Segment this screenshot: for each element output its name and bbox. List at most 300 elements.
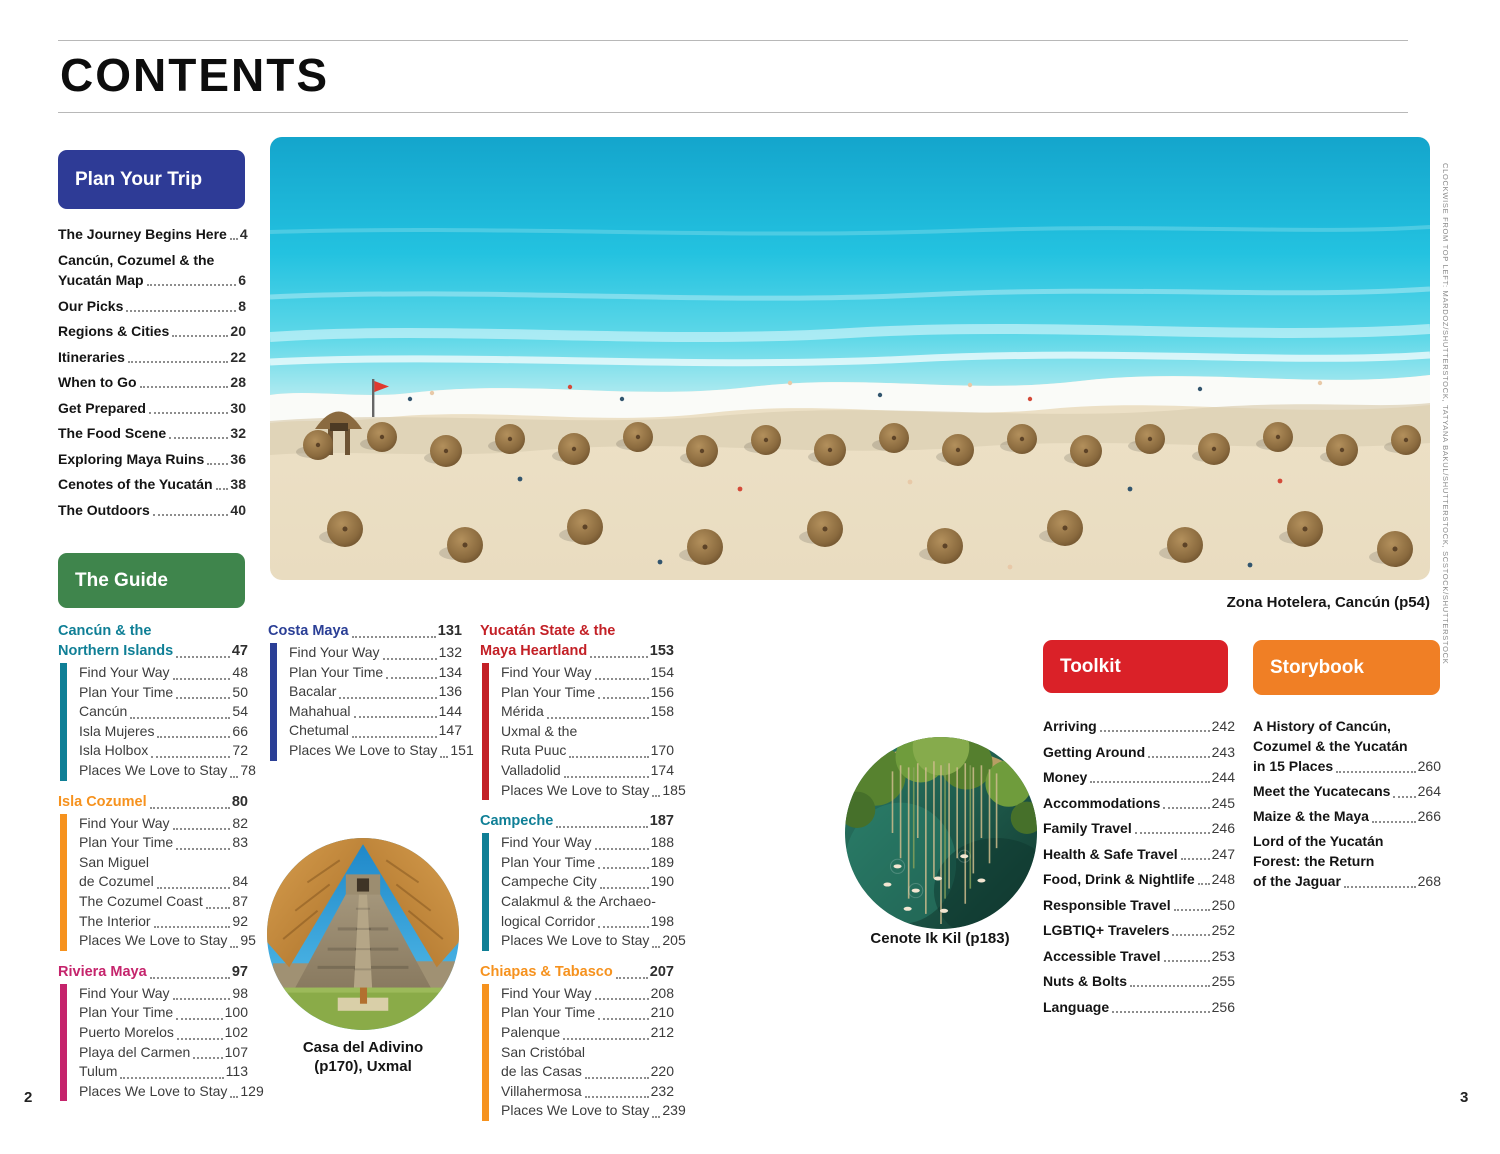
toc-label: Plan Your Time xyxy=(79,1004,174,1021)
dot-leader xyxy=(216,488,229,490)
toc-page-number: 268 xyxy=(1417,873,1441,889)
toc-label: Isla Holbox xyxy=(79,742,149,759)
plan-your-trip-badge-label: Plan Your Trip xyxy=(75,168,203,190)
toc-page-number: 156 xyxy=(650,683,674,700)
toc-row xyxy=(501,1043,674,1063)
toc-page-number: 134 xyxy=(438,663,462,680)
guide-section-riviera xyxy=(58,962,264,1102)
toc-label: Mahahual xyxy=(289,702,351,719)
section-items-cancun xyxy=(60,663,256,781)
toc-label: Cozumel & the Yucatán xyxy=(1253,738,1408,754)
toc-page-number: 187 xyxy=(649,813,674,830)
toc-row xyxy=(501,892,674,912)
toc-page-number: 28 xyxy=(230,374,246,390)
toc-row xyxy=(501,722,674,742)
toc-label: Chetumal xyxy=(289,722,349,739)
toc-row xyxy=(58,374,246,391)
dot-leader xyxy=(1100,730,1210,732)
toc-label: Costa Maya xyxy=(268,623,349,639)
toc-label: Puerto Morelos xyxy=(79,1023,174,1040)
toc-label: Arriving xyxy=(1043,718,1097,734)
the-guide-badge xyxy=(58,553,245,608)
toc-page-number: 252 xyxy=(1211,922,1235,938)
storybook-list xyxy=(1253,716,1441,896)
toc-page-number: 40 xyxy=(230,501,246,518)
dot-leader xyxy=(151,756,230,758)
dot-leader xyxy=(386,677,436,679)
toc-page-number: 185 xyxy=(662,781,686,798)
toc-label: Lord of the Yucatán xyxy=(1253,833,1384,849)
dot-leader xyxy=(563,1038,648,1040)
toc-label: Plan Your Time xyxy=(501,853,596,870)
toc-label: de Cozumel xyxy=(79,873,154,890)
toc-row xyxy=(79,702,248,722)
toc-row xyxy=(1043,845,1235,863)
toc-label: Isla Mujeres xyxy=(79,722,155,739)
toc-label: San Miguel xyxy=(79,853,150,870)
toc-page-number: 83 xyxy=(232,834,248,851)
toc-page-number: 220 xyxy=(650,1063,674,1080)
dot-leader xyxy=(547,717,649,719)
photo-credit: CLOCKWISE FROM TOP LEFT: MARDOZ/SHUTTERSTOCK, TATYANA BAKUL/SHUTTERSTOCK, SCSTOCK/SHUTTERSTOCK xyxy=(1441,163,1450,665)
toc-row xyxy=(1043,896,1235,914)
section-title-yucatan xyxy=(480,621,674,661)
toc-row xyxy=(289,643,462,663)
toc-page-number: 208 xyxy=(650,984,674,1001)
toc-row xyxy=(289,682,462,702)
pyramid-caption xyxy=(258,1038,468,1076)
toc-row xyxy=(58,252,246,269)
toc-label: Bacalar xyxy=(289,683,337,700)
toc-label: Places We Love to Stay xyxy=(79,932,228,949)
toc-label: Money xyxy=(1043,769,1088,785)
toc-label: Plan Your Time xyxy=(289,663,384,680)
toc-label: Places We Love to Stay xyxy=(289,741,438,758)
toc-page-number: 136 xyxy=(438,683,462,700)
toc-page-number: 48 xyxy=(232,664,248,680)
toc-label: Getting Around xyxy=(1043,743,1146,760)
toc-label: Cancún & the xyxy=(58,623,152,639)
toc-label: logical Corridor xyxy=(501,912,596,929)
toc-row xyxy=(501,853,674,873)
toc-label: Northern Islands xyxy=(58,643,174,659)
dot-leader xyxy=(598,1018,648,1020)
toc-page-number: 246 xyxy=(1211,820,1235,836)
dot-leader xyxy=(172,335,228,337)
toc-label: Language xyxy=(1043,998,1110,1015)
toc-label: Our Picks xyxy=(58,297,124,314)
toc-row xyxy=(58,323,246,340)
toc-page-number: 36 xyxy=(230,450,246,467)
toc-row xyxy=(501,1101,686,1121)
toc-page-number: 144 xyxy=(438,702,462,719)
dot-leader xyxy=(569,756,648,758)
toc-row xyxy=(480,811,674,831)
toc-row xyxy=(79,1023,248,1043)
toc-page-number: 98 xyxy=(232,984,248,1001)
toc-label: Uxmal & the xyxy=(501,722,578,739)
section-title-cozumel xyxy=(58,792,248,812)
toc-page-number: 66 xyxy=(232,722,248,739)
toc-row xyxy=(501,1082,674,1102)
dot-leader xyxy=(169,437,228,439)
toc-page-number: 4 xyxy=(239,226,248,242)
toc-row xyxy=(1253,736,1441,756)
dot-leader xyxy=(176,848,230,850)
toc-row xyxy=(501,1062,674,1082)
toc-page-number: 190 xyxy=(650,873,674,890)
section-items-riviera xyxy=(60,984,264,1102)
toc-label: The Outdoors xyxy=(58,501,150,518)
guide-column-1 xyxy=(58,621,264,1112)
toc-label: Plan Your Time xyxy=(501,1004,596,1021)
toc-page-number: 78 xyxy=(240,761,256,778)
toc-row xyxy=(79,892,248,912)
toc-label: LGBTIQ+ Travelers xyxy=(1043,922,1170,938)
toc-page-number: 260 xyxy=(1417,758,1441,774)
dot-leader xyxy=(1164,960,1210,962)
toc-label: The Journey Begins Here xyxy=(58,226,227,242)
toc-row xyxy=(79,1082,264,1102)
toc-row xyxy=(1253,781,1441,801)
dot-leader xyxy=(1130,985,1210,987)
toc-label: Accessible Travel xyxy=(1043,947,1161,964)
toc-row xyxy=(1253,851,1441,871)
dot-leader xyxy=(652,795,660,797)
toc-row xyxy=(79,912,248,932)
toc-label: San Cristóbal xyxy=(501,1043,586,1060)
toc-row xyxy=(501,1023,674,1043)
toc-row xyxy=(79,683,248,703)
toc-label: Places We Love to Stay xyxy=(79,1082,228,1099)
toc-label: Find Your Way xyxy=(501,834,592,851)
toc-label: Riviera Maya xyxy=(58,963,147,980)
toc-label: Regions & Cities xyxy=(58,323,170,339)
toc-row xyxy=(501,761,674,781)
toc-page-number: 188 xyxy=(650,834,674,851)
toc-row xyxy=(79,931,256,951)
section-title-costa-maya xyxy=(268,621,462,641)
toc-row xyxy=(58,792,248,812)
toc-page-number: 242 xyxy=(1211,718,1235,734)
toc-row xyxy=(79,984,248,1004)
toc-row xyxy=(58,400,246,417)
toc-row xyxy=(501,833,674,853)
guide-section-chiapas xyxy=(480,962,686,1121)
toc-page-number: 32 xyxy=(230,425,246,441)
toc-label: Valladolid xyxy=(501,761,561,778)
section-items-cozumel xyxy=(60,814,256,951)
dot-leader xyxy=(173,828,231,830)
toc-label: Find Your Way xyxy=(501,984,592,1001)
toc-page-number: 248 xyxy=(1211,871,1235,887)
dot-leader xyxy=(354,716,437,718)
pyramid-caption-line1: Casa del Adivino xyxy=(302,1039,424,1056)
toc-row xyxy=(58,451,246,468)
toc-row xyxy=(79,1003,248,1023)
toc-row xyxy=(79,814,248,834)
toc-row xyxy=(79,1062,248,1082)
toc-page-number: 253 xyxy=(1211,947,1235,964)
toc-row xyxy=(1043,819,1235,837)
toc-row xyxy=(289,663,462,683)
dot-leader xyxy=(1336,771,1415,773)
dot-leader xyxy=(230,238,238,240)
dot-leader xyxy=(176,697,230,699)
toc-row xyxy=(1043,870,1235,888)
pyramid-caption-line2: (p170), Uxmal xyxy=(314,1058,412,1075)
toc-label: Find Your Way xyxy=(289,644,380,660)
toc-row xyxy=(79,761,256,781)
dot-leader xyxy=(140,386,229,388)
toc-page-number: 131 xyxy=(437,623,462,639)
toc-page-number: 210 xyxy=(650,1004,674,1021)
dot-leader xyxy=(600,887,649,889)
toc-page-number: 245 xyxy=(1211,794,1235,811)
toc-label: Nuts & Bolts xyxy=(1043,973,1127,989)
toc-label: Forest: the Return xyxy=(1253,853,1375,869)
cenote-photo xyxy=(845,737,1037,929)
toc-label: Plan Your Time xyxy=(501,683,596,700)
toc-page-number: 266 xyxy=(1417,808,1441,824)
toc-label: A History of Cancún, xyxy=(1253,718,1391,734)
toc-label: Find Your Way xyxy=(79,984,170,1001)
toolkit-badge xyxy=(1043,640,1228,693)
toc-page-number: 97 xyxy=(231,963,248,980)
toc-row xyxy=(58,641,248,661)
toc-row xyxy=(289,721,462,741)
toc-row xyxy=(1253,756,1441,776)
toolkit-badge-label: Toolkit xyxy=(1060,655,1121,677)
dot-leader xyxy=(150,807,230,809)
dot-leader xyxy=(352,636,436,638)
plan-your-trip-badge xyxy=(58,150,245,209)
hero-caption: Zona Hotelera, Cancún (p54) xyxy=(1226,594,1430,611)
dot-leader xyxy=(352,736,437,738)
toc-row xyxy=(58,272,246,289)
toc-row xyxy=(1043,743,1235,761)
dot-leader xyxy=(193,1057,222,1059)
toc-label: Villahermosa xyxy=(501,1082,582,1099)
cenote-photo-art xyxy=(845,737,1037,929)
toc-label: The Food Scene xyxy=(58,425,167,441)
pyramid-photo-art xyxy=(267,838,459,1030)
toc-page-number: 6 xyxy=(238,272,246,288)
page-title: CONTENTS xyxy=(60,49,329,101)
toc-row xyxy=(1043,947,1235,965)
toc-row xyxy=(480,621,674,641)
toc-row xyxy=(58,962,248,982)
toc-page-number: 22 xyxy=(230,348,246,365)
dot-leader xyxy=(1163,807,1209,809)
dot-leader xyxy=(147,284,237,286)
toc-page-number: 84 xyxy=(232,873,248,890)
dot-leader xyxy=(1372,821,1416,823)
toc-label: Places We Love to Stay xyxy=(501,932,650,949)
dot-leader xyxy=(149,412,228,414)
toc-label: Cancún, Cozumel & the xyxy=(58,251,215,268)
dot-leader xyxy=(616,977,648,979)
toc-page-number: 87 xyxy=(232,892,248,909)
dot-leader xyxy=(230,776,238,778)
dot-leader xyxy=(207,463,228,465)
toc-label: Playa del Carmen xyxy=(79,1043,191,1060)
toc-row xyxy=(501,984,674,1004)
beach-photo xyxy=(270,137,1430,580)
toc-label: Campeche City xyxy=(501,873,597,890)
dot-leader xyxy=(126,310,236,312)
toc-label: Isla Cozumel xyxy=(58,793,147,810)
dot-leader xyxy=(1174,909,1210,911)
section-title-chiapas xyxy=(480,962,674,982)
toc-row xyxy=(501,702,674,722)
dot-leader xyxy=(595,998,649,1000)
dot-leader xyxy=(598,867,648,869)
storybook-badge-label: Storybook xyxy=(1270,656,1364,678)
dot-leader xyxy=(595,678,649,680)
title-rule xyxy=(58,112,1408,113)
toc-row xyxy=(501,1003,674,1023)
toc-page-number: 239 xyxy=(662,1102,686,1119)
toc-row xyxy=(79,722,248,742)
guide-section-costa-maya xyxy=(268,621,474,761)
toc-row xyxy=(58,298,246,315)
toc-row xyxy=(79,853,248,873)
toc-label: Find Your Way xyxy=(79,814,170,831)
toc-page-number: 100 xyxy=(224,1004,248,1021)
dot-leader xyxy=(440,756,448,758)
toc-label: Exploring Maya Ruins xyxy=(58,450,205,467)
toc-label: Yucatán State & the xyxy=(480,623,616,639)
dot-leader xyxy=(1135,832,1210,834)
toc-page-number: 54 xyxy=(232,703,248,720)
toc-label: Calakmul & the Archaeo- xyxy=(501,892,656,909)
toc-label: Places We Love to Stay xyxy=(501,1102,650,1119)
toc-page-number: 158 xyxy=(650,703,674,720)
dot-leader xyxy=(130,717,230,719)
toc-page-number: 50 xyxy=(232,683,248,700)
toc-page-number: 264 xyxy=(1417,783,1441,799)
guide-column-3 xyxy=(480,621,686,1132)
dot-leader xyxy=(1393,796,1415,798)
toc-page-number: 243 xyxy=(1211,743,1235,760)
dot-leader xyxy=(564,776,649,778)
dot-leader xyxy=(154,926,231,928)
dot-leader xyxy=(595,848,649,850)
toc-row xyxy=(1043,794,1235,812)
toc-page-number: 129 xyxy=(240,1082,264,1099)
toc-page-number: 92 xyxy=(232,912,248,929)
toc-page-number: 207 xyxy=(649,963,674,980)
dot-leader xyxy=(590,656,648,658)
toc-row xyxy=(58,226,246,243)
toc-label: Ruta Puuc xyxy=(501,742,567,759)
toc-row xyxy=(1253,831,1441,851)
toc-row xyxy=(268,621,462,641)
section-items-campeche xyxy=(482,833,686,951)
toc-label: Maize & the Maya xyxy=(1253,808,1369,824)
toc-row xyxy=(58,349,246,366)
toc-page-number: 30 xyxy=(230,399,246,416)
guide-section-yucatan xyxy=(480,621,686,800)
toc-row xyxy=(1253,716,1441,736)
toc-page-number: 47 xyxy=(231,643,248,659)
toc-label: Family Travel xyxy=(1043,820,1132,836)
toc-page-number: 82 xyxy=(232,814,248,831)
dot-leader xyxy=(652,946,660,948)
toc-label: Maya Heartland xyxy=(480,643,588,659)
toc-label: Places We Love to Stay xyxy=(79,761,228,778)
toc-row xyxy=(79,833,248,853)
the-guide-badge-label: The Guide xyxy=(75,569,168,591)
dot-leader xyxy=(153,514,229,516)
section-title-cancun xyxy=(58,621,248,661)
section-title-campeche xyxy=(480,811,674,831)
section-title-riviera xyxy=(58,962,248,982)
dot-leader xyxy=(173,678,231,680)
guide-section-cancun xyxy=(58,621,256,781)
dot-leader xyxy=(1148,756,1210,758)
toc-label: Yucatán Map xyxy=(58,272,144,288)
dot-leader xyxy=(206,907,231,909)
pyramid-photo xyxy=(267,838,459,1030)
toc-page-number: 189 xyxy=(650,853,674,870)
dot-leader xyxy=(556,826,647,828)
dot-leader xyxy=(230,946,238,948)
toc-page-number: 154 xyxy=(650,664,674,680)
toc-label: Find Your Way xyxy=(501,664,592,680)
toc-label: The Cozumel Coast xyxy=(79,892,203,909)
dot-leader xyxy=(339,697,436,699)
toc-row xyxy=(58,621,248,641)
cenote-caption: Cenote Ik Kil (p183) xyxy=(870,930,1010,947)
toc-row xyxy=(480,962,674,982)
toc-row xyxy=(501,912,674,932)
toc-row xyxy=(79,741,248,761)
dot-leader xyxy=(157,887,231,889)
dot-leader xyxy=(173,998,231,1000)
dot-leader xyxy=(1181,858,1210,860)
toc-label: Get Prepared xyxy=(58,399,146,416)
toc-label: Chiapas & Tabasco xyxy=(480,963,613,980)
toc-row xyxy=(58,502,246,519)
toc-page-number: 212 xyxy=(650,1023,674,1040)
section-items-yucatan xyxy=(482,663,686,800)
toc-page-number: 80 xyxy=(231,793,248,810)
toc-page-number: 247 xyxy=(1211,845,1235,862)
toc-page-number: 107 xyxy=(224,1043,248,1060)
toc-label: Health & Safe Travel xyxy=(1043,845,1178,862)
dot-leader xyxy=(383,658,437,660)
beach-photo-art xyxy=(270,137,1430,580)
toc-label: Responsible Travel xyxy=(1043,896,1171,913)
toc-label: in 15 Places xyxy=(1253,758,1334,774)
toc-row xyxy=(501,741,674,761)
dot-leader xyxy=(1112,1011,1210,1013)
toc-row xyxy=(501,663,674,683)
toc-page-number: 113 xyxy=(225,1063,248,1080)
toc-label: Cancún xyxy=(79,703,128,720)
dot-leader xyxy=(128,361,228,363)
toc-page-number: 20 xyxy=(230,323,246,339)
toc-row xyxy=(79,1043,248,1063)
dot-leader xyxy=(230,1096,238,1098)
toc-label: Tulum xyxy=(79,1063,118,1080)
toc-page-number: 38 xyxy=(230,476,246,492)
dot-leader xyxy=(1090,781,1209,783)
toc-row xyxy=(79,872,248,892)
toc-label: Meet the Yucatecans xyxy=(1253,783,1391,799)
